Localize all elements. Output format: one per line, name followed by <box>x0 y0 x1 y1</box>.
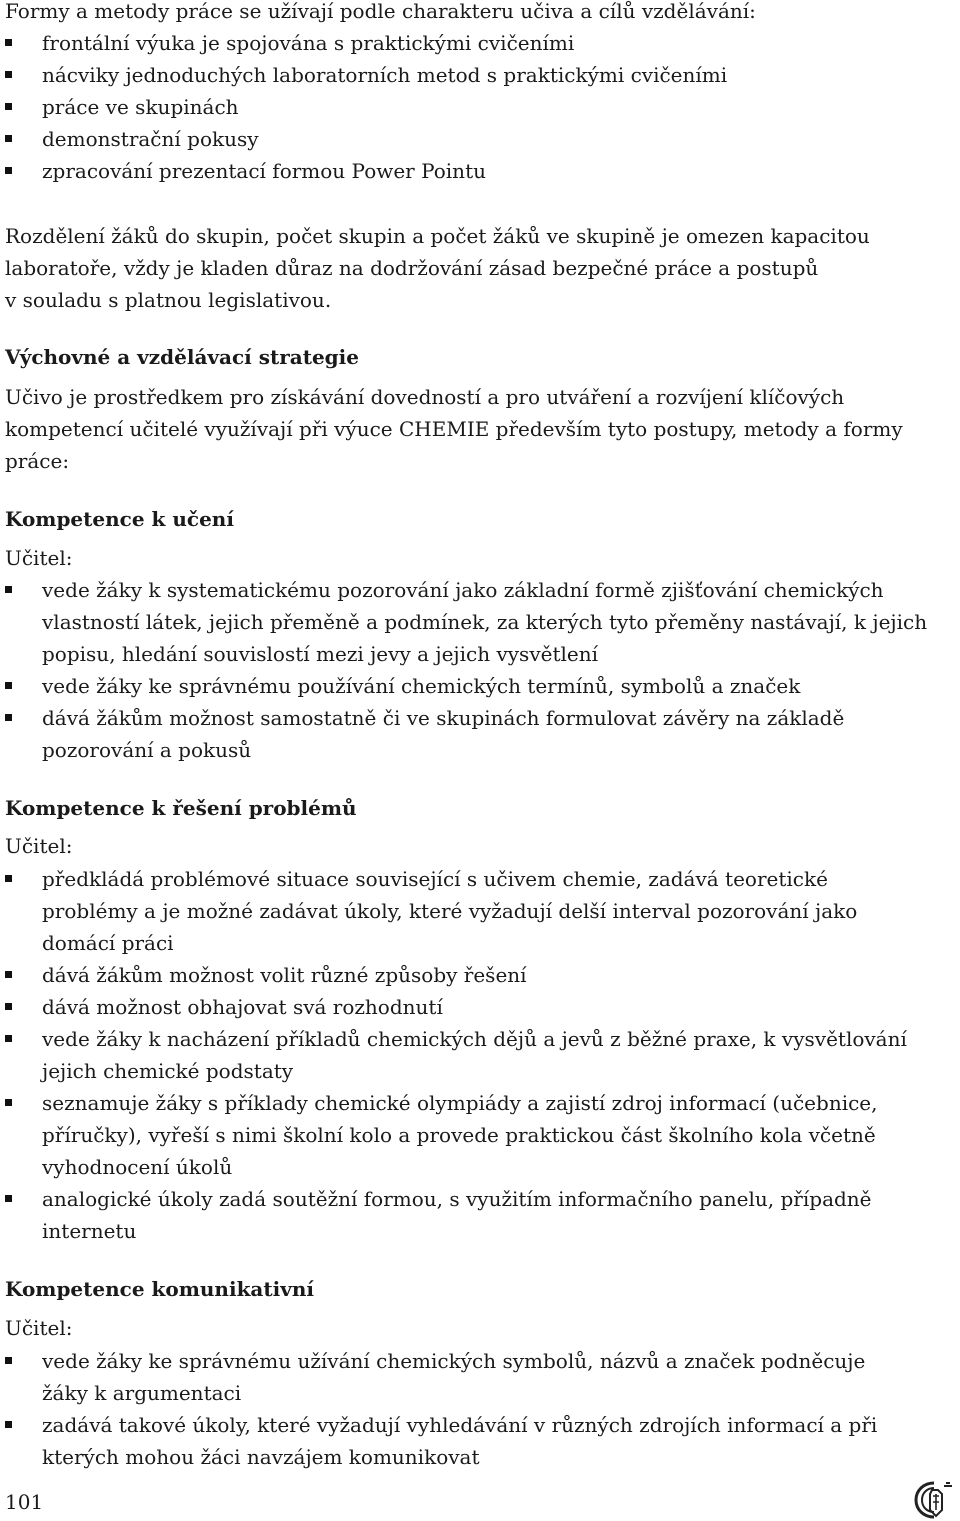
bullet-icon <box>5 39 12 46</box>
groups-paragraph-line: laboratoře, vždy je kladen důraz na dodržování zásad bezpečné práce a postupů <box>5 256 819 280</box>
list-item-text: nácviky jednoduchých laboratorních metod s praktickými cvičeními <box>42 63 728 87</box>
list-item-text: popisu, hledání souvislostí mezi jevy a jejich vysvětlení <box>42 642 598 666</box>
bullet-icon <box>5 135 12 142</box>
list-item-text: kterých mohou žáci navzájem komunikovat <box>42 1445 480 1469</box>
list-item-text: pozorování a pokusů <box>42 738 252 762</box>
list-item-text: dává žákům možnost samostatně či ve skupinách formulovat závěry na základě <box>42 706 845 730</box>
list-item-text: domácí práci <box>42 931 174 955</box>
list-item-text: práce ve skupinách <box>42 95 239 119</box>
list-item-text: zpracování prezentací formou Power Pointu <box>42 159 486 183</box>
teacher-label: Učitel: <box>5 546 73 570</box>
teacher-label: Učitel: <box>5 1316 73 1340</box>
list-item-text: problémy a je možné zadávat úkoly, které vyžadují delší interval pozorování jako <box>42 899 858 923</box>
bullet-icon <box>5 103 12 110</box>
bullet-icon <box>5 714 12 721</box>
list-item-text: předkládá problémové situace související s učivem chemie, zadává teoretické <box>42 867 828 891</box>
bullet-icon <box>5 1357 12 1364</box>
list-item-text: vede žáky ke správnému užívání chemických symbolů, názvů a značek podněcuje <box>42 1349 866 1373</box>
intro-heading: Formy a metody práce se užívají podle charakteru učiva a cílů vzdělávání: <box>5 0 756 23</box>
list-item-text: dává žákům možnost volit různé způsoby řešení <box>42 963 527 987</box>
list-item-text: žáky k argumentaci <box>42 1381 242 1405</box>
list-item-text: vede žáky k nacházení příkladů chemických dějů a jevů z běžné praxe, k vysvětlování <box>42 1027 907 1051</box>
bullet-icon <box>5 167 12 174</box>
bullet-icon <box>5 1195 12 1202</box>
list-item-text: vlastností látek, jejich přeměně a podmínek, za kterých tyto přeměny nastávají, k jejich <box>42 610 928 634</box>
list-item-text: demonstrační pokusy <box>42 127 259 151</box>
section-heading-communication: Kompetence komunikativní <box>5 1277 314 1301</box>
bullet-icon <box>5 71 12 78</box>
school-crest-logo-icon <box>912 1480 956 1520</box>
list-item-text: příručky), vyřeší s nimi školní kolo a provede praktickou část školního kola včetně <box>42 1123 876 1147</box>
bullet-icon <box>5 1035 12 1042</box>
page-number: 101 <box>5 1490 44 1514</box>
bullet-icon <box>5 586 12 593</box>
groups-paragraph-line: Rozdělení žáků do skupin, počet skupin a počet žáků ve skupině je omezen kapacitou <box>5 224 870 248</box>
list-item-text: frontální výuka je spojována s praktickými cvičeními <box>42 31 575 55</box>
list-item-text: jejich chemické podstaty <box>42 1059 294 1083</box>
strategies-line: práce: <box>5 449 70 473</box>
list-item-text: zadává takové úkoly, které vyžadují vyhledávání v různých zdrojích informací a při <box>42 1413 878 1437</box>
bullet-icon <box>5 1099 12 1106</box>
bullet-icon <box>5 875 12 882</box>
strategies-line: kompetencí učitelé využívají při výuce CHEMIE především tyto postupy, metody a formy <box>5 417 903 441</box>
strategies-heading: Výchovné a vzdělávací strategie <box>5 345 359 369</box>
section-heading-problems: Kompetence k řešení problémů <box>5 796 357 820</box>
bullet-icon <box>5 682 12 689</box>
bullet-icon <box>5 1003 12 1010</box>
list-item-text: analogické úkoly zadá soutěžní formou, s využitím informačního panelu, případně <box>42 1187 872 1211</box>
list-item-text: dává možnost obhajovat svá rozhodnutí <box>42 995 443 1019</box>
list-item-text: vyhodnocení úkolů <box>42 1155 233 1179</box>
list-item-text: internetu <box>42 1219 137 1243</box>
bullet-icon <box>5 1421 12 1428</box>
groups-paragraph-line: v souladu s platnou legislativou. <box>5 288 332 312</box>
teacher-label: Učitel: <box>5 834 73 858</box>
list-item-text: vede žáky ke správnému používání chemických termínů, symbolů a značek <box>42 674 801 698</box>
list-item-text: vede žáky k systematickému pozorování jako základní formě zjišťování chemických <box>42 578 884 602</box>
bullet-icon <box>5 971 12 978</box>
section-heading-learning: Kompetence k učení <box>5 507 234 531</box>
strategies-line: Učivo je prostředkem pro získávání dovedností a pro utváření a rozvíjení klíčových <box>5 385 845 409</box>
list-item-text: seznamuje žáky s příklady chemické olympiády a zajistí zdroj informací (učebnice, <box>42 1091 878 1115</box>
